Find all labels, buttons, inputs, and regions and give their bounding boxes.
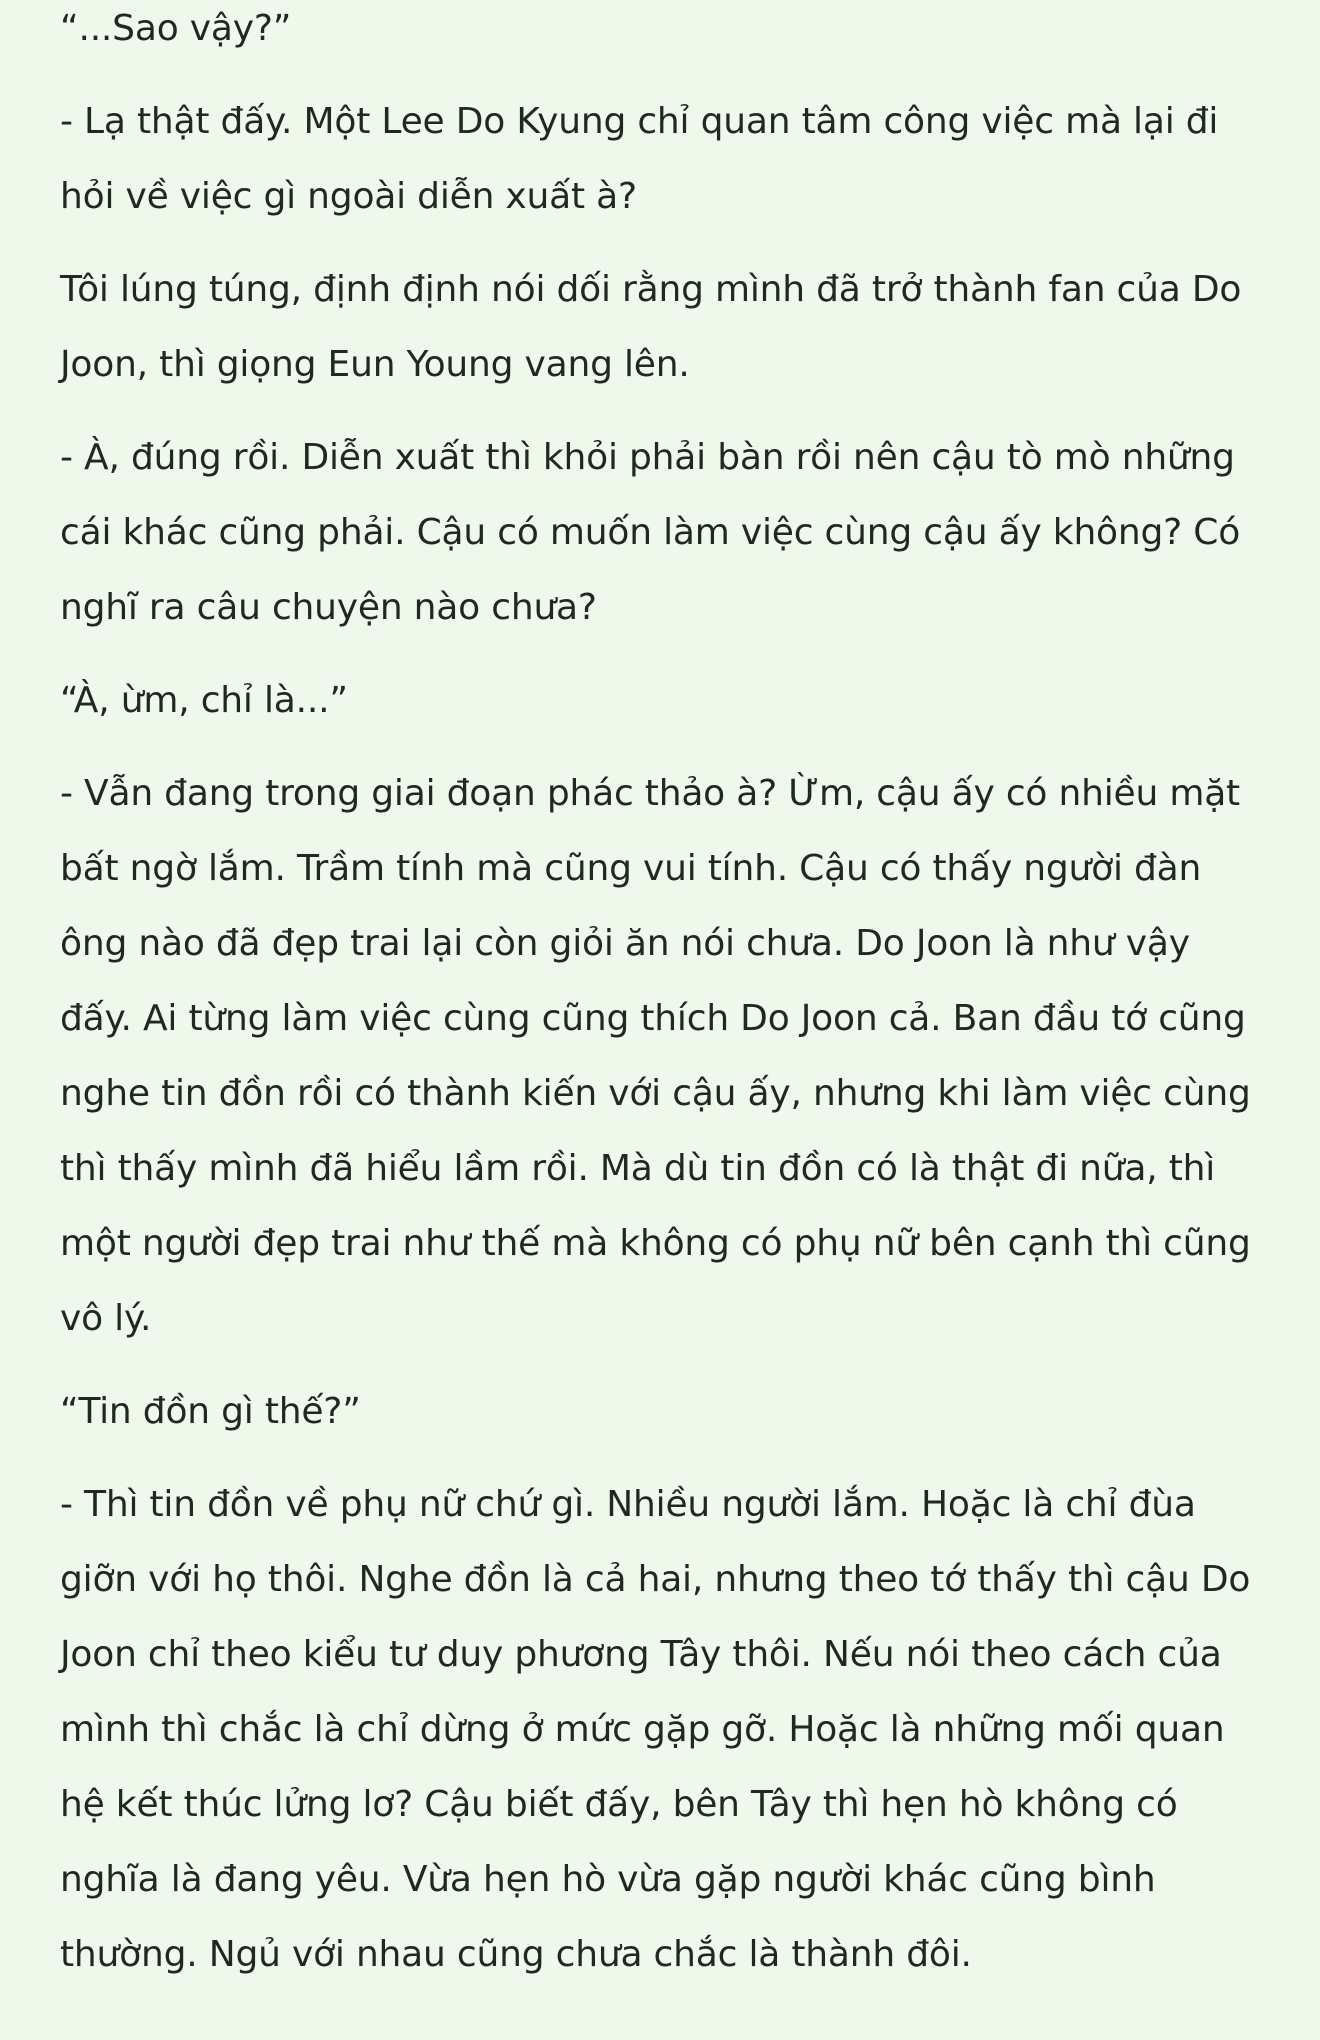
chapter-text	[60, 0, 1260, 1992]
paragraph: “...Sao vậy?”	[60, 8, 292, 49]
paragraph: “Tin đồn gì thế?”	[60, 1391, 361, 1432]
paragraph: “À, ừm, chỉ là...”	[60, 680, 348, 721]
paragraph: - Lạ thật đấy. Một Lee Do Kyung chỉ quan tâm công việc mà lại đi hỏi về việc gì ngoài diễn xuất à?	[60, 101, 1219, 217]
paragraph: - Vẫn đang trong giai đoạn phác thảo à? Ừm, cậu ấy có nhiều mặt bất ngờ lắm. Trầm tính mà cũng vui tính. Cậu có thấy người đàn ông nào đã đẹp trai lại còn giỏi ăn nói chưa. Do Joon là như vậy đấy. Ai từng làm việc cùng cũng thích Do Joon cả. Ban đầu tớ cũng nghe tin đồn rồi có thành kiến với cậu ấy, nhưng khi làm việc cùng thì thấy mình đã hiểu lầm rồi. Mà dù tin đồn có là thật đi nữa, thì một người đẹp trai như thế mà không có phụ nữ bên cạnh thì cũng vô lý.	[60, 773, 1251, 1339]
paragraph: - À, đúng rồi. Diễn xuất thì khỏi phải bàn rồi nên cậu tò mò những cái khác cũng phải. Cậu có muốn làm việc cùng cậu ấy không? Có nghĩ ra câu chuyện nào chưa?	[60, 437, 1241, 628]
paragraph: Tôi lúng túng, định định nói dối rằng mình đã trở thành fan của Do Joon, thì giọng Eun Young vang lên.	[60, 269, 1242, 385]
paragraph: - Thì tin đồn về phụ nữ chứ gì. Nhiều người lắm. Hoặc là chỉ đùa giỡn với họ thôi. Nghe đồn là cả hai, nhưng theo tớ thấy thì cậu Do Joon chỉ theo kiểu tư duy phương Tây thôi. Nếu nói theo cách của mình thì chắc là chỉ dừng ở mức gặp gỡ. Hoặc là những mối quan hệ kết thúc lửng lơ? Cậu biết đấy, bên Tây thì hẹn hò không có nghĩa là đang yêu. Vừa hẹn hò vừa gặp người khác cũng bình thường. Ngủ với nhau cũng chưa chắc là thành đôi.	[60, 1484, 1251, 1975]
